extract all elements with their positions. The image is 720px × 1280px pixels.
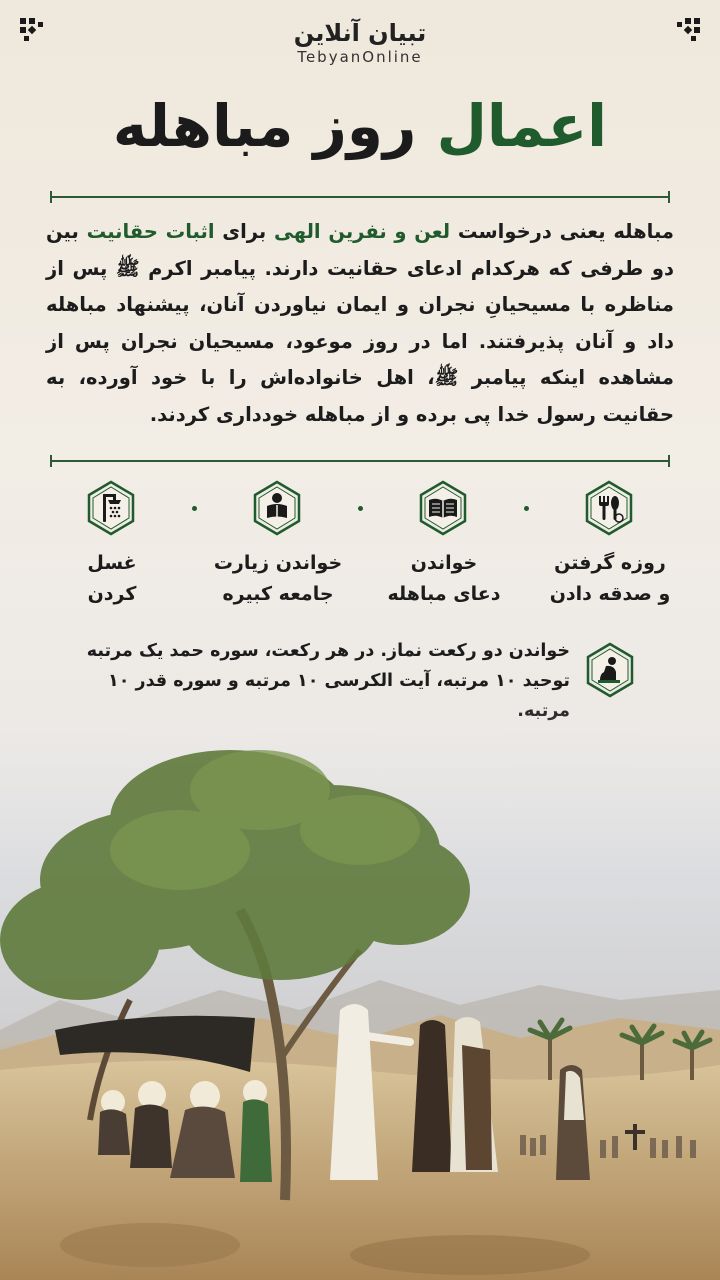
brand-name-en: TebyanOnline: [297, 48, 423, 66]
title-green-part: اعمال: [436, 92, 608, 160]
divider: [50, 460, 670, 462]
shower-icon: [83, 480, 139, 536]
praying-person-icon: [582, 642, 638, 698]
separator-dot: [192, 506, 197, 511]
fasting-charity-icon: [581, 480, 637, 536]
activity-label: کردن: [87, 583, 137, 605]
reading-person-icon: [249, 480, 305, 536]
divider: [50, 196, 670, 198]
intro-highlight: لعن و نفرین الهی: [273, 220, 451, 243]
intro-text: برای: [214, 220, 274, 243]
brand-logo: [0, 18, 720, 66]
separator-dot: [524, 506, 529, 511]
activity-label: و صدقه دادن: [549, 583, 671, 605]
mubahala-illustration: [0, 700, 720, 1280]
activity-label: خواندن: [410, 552, 478, 574]
activity-ghusl: [42, 548, 182, 610]
brand-name-fa: تبیان آنلاین: [293, 19, 427, 47]
prayer-instruction: خواندن دو رکعت نماز. در هر رکعت، سوره حمد یک مرتبه توحید ۱۰ مرتبه، آیت الکرسی ۱۰ مرتبه و سوره قدر ۱۰: [86, 641, 570, 691]
activity-label: خواندن زیارت: [213, 552, 343, 574]
activity-fasting: [540, 548, 680, 610]
intro-paragraph: [46, 214, 674, 433]
activity-label: جامعه کبیره: [222, 583, 334, 605]
intro-highlight: اثبات حقانیت: [86, 220, 215, 243]
activity-label: غسل: [87, 552, 137, 574]
intro-text: مباهله یعنی درخواست: [450, 220, 674, 243]
title-black-part: روز مباهله: [112, 92, 417, 160]
page-title: [0, 88, 720, 164]
intro-text: بین دو طرفی که هرکدام ادعای حقانیت دارند. پیامبر اکرم ﷺ پس از مناظره با مسیحیانِ نجران و ایمان نیاوردن آنان، پیشنهاد مباهله داد و آنان پذیرفتند. اما در روز موعود، مسیحیان نجران پس از مشاهده اینکه پیامبر ﷺ، اهل خانواده‌اش را با خود آورده، به حقانیت رسول خدا پی برده و از مباهله خودداری کردند.: [46, 220, 674, 426]
activity-ziyarat: [208, 548, 348, 610]
activity-label: دعای مباهله: [387, 583, 501, 605]
prayer-book-icon: [415, 480, 471, 536]
activity-mubahala-prayer: [374, 548, 514, 610]
activity-label: روزه گرفتن: [554, 552, 666, 574]
separator-dot: [358, 506, 363, 511]
